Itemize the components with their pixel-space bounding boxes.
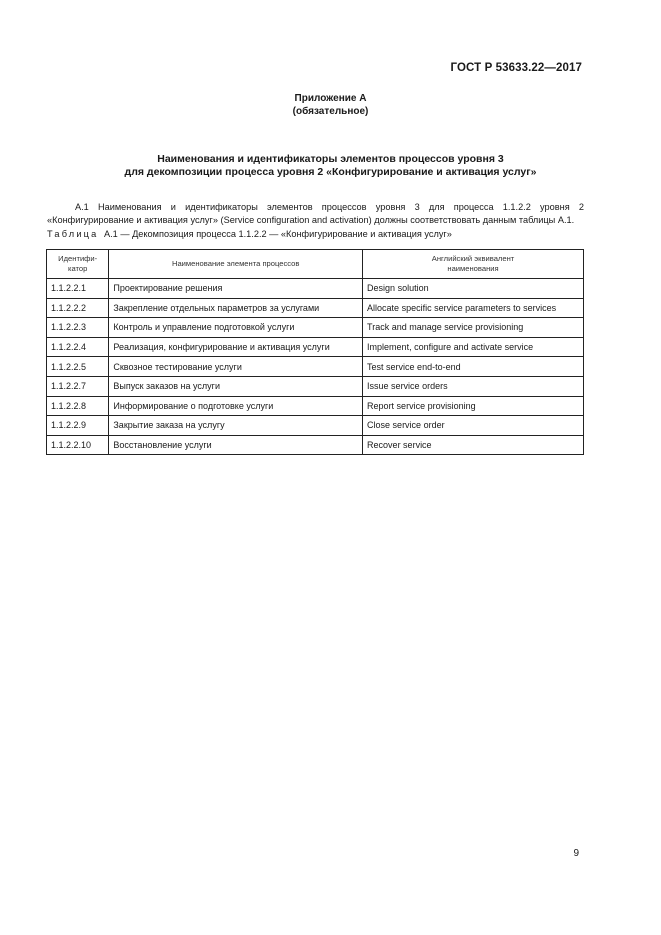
header-english: Английский эквивалент наименования [363, 250, 584, 279]
table-caption-prefix: Таблица [47, 229, 99, 239]
intro-paragraph: А.1 Наименования и идентификаторы элементов процессов уровня 3 для процесса 1.1.2.2 уровня 2 «Конфигурирование и активация услуг» (Service configuration and activation) должны соответствовать данным таблицы А.1. [47, 202, 584, 226]
page-number: 9 [573, 848, 579, 859]
annex-status: (обязательное) [292, 106, 369, 117]
cell-id: 1.1.2.2.10 [47, 435, 109, 455]
cell-id: 1.1.2.2.9 [47, 416, 109, 436]
cell-english: Track and manage service provisioning [363, 318, 584, 338]
cell-id: 1.1.2.2.2 [47, 298, 109, 318]
table-row [47, 416, 584, 436]
cell-id: 1.1.2.2.8 [47, 396, 109, 416]
table-row [47, 376, 584, 396]
cell-name: Сквозное тестирование услуги [109, 357, 363, 377]
table-row [47, 396, 584, 416]
table-row [47, 357, 584, 377]
section-title-line2: для декомпозиции процесса уровня 2 «Конфигурирование и активация услуг» [124, 166, 537, 178]
table-row [47, 337, 584, 357]
annex-heading [0, 92, 661, 118]
table-body [47, 279, 584, 455]
annex-title: Приложение А [294, 93, 367, 104]
cell-name: Восстановление услуги [109, 435, 363, 455]
cell-name: Контроль и управление подготовкой услуги [109, 318, 363, 338]
cell-id: 1.1.2.2.7 [47, 376, 109, 396]
table-row [47, 298, 584, 318]
cell-id: 1.1.2.2.5 [47, 357, 109, 377]
cell-name: Реализация, конфигурирование и активация услуги [109, 337, 363, 357]
cell-id: 1.1.2.2.1 [47, 279, 109, 299]
cell-english: Implement, configure and activate service [363, 337, 584, 357]
cell-id: 1.1.2.2.3 [47, 318, 109, 338]
cell-name: Закрытие заказа на услугу [109, 416, 363, 436]
section-title [60, 153, 601, 179]
table-caption-text: А.1 — Декомпозиция процесса 1.1.2.2 — «Конфигурирование и активация услуг» [104, 229, 452, 239]
cell-name: Закрепление отдельных параметров за услугами [109, 298, 363, 318]
cell-english: Allocate specific service parameters to services [363, 298, 584, 318]
cell-english: Test service end-to-end [363, 357, 584, 377]
table-row [47, 279, 584, 299]
table-row [47, 435, 584, 455]
section-title-line1: Наименования и идентификаторы элементов процессов уровня 3 [157, 153, 504, 165]
cell-english: Issue service orders [363, 376, 584, 396]
document-code: ГОСТ Р 53633.22—2017 [450, 62, 582, 74]
cell-name: Выпуск заказов на услуги [109, 376, 363, 396]
cell-english: Design solution [363, 279, 584, 299]
header-name: Наименование элемента процессов [109, 250, 363, 279]
header-id: Идентифи- катор [47, 250, 109, 279]
cell-name: Информирование о подготовке услуги [109, 396, 363, 416]
decomposition-table [46, 249, 584, 455]
table-header-row [47, 250, 584, 279]
cell-name: Проектирование решения [109, 279, 363, 299]
cell-english: Recover service [363, 435, 584, 455]
cell-english: Report service provisioning [363, 396, 584, 416]
table-caption [47, 229, 452, 239]
cell-english: Close service order [363, 416, 584, 436]
cell-id: 1.1.2.2.4 [47, 337, 109, 357]
table-row [47, 318, 584, 338]
